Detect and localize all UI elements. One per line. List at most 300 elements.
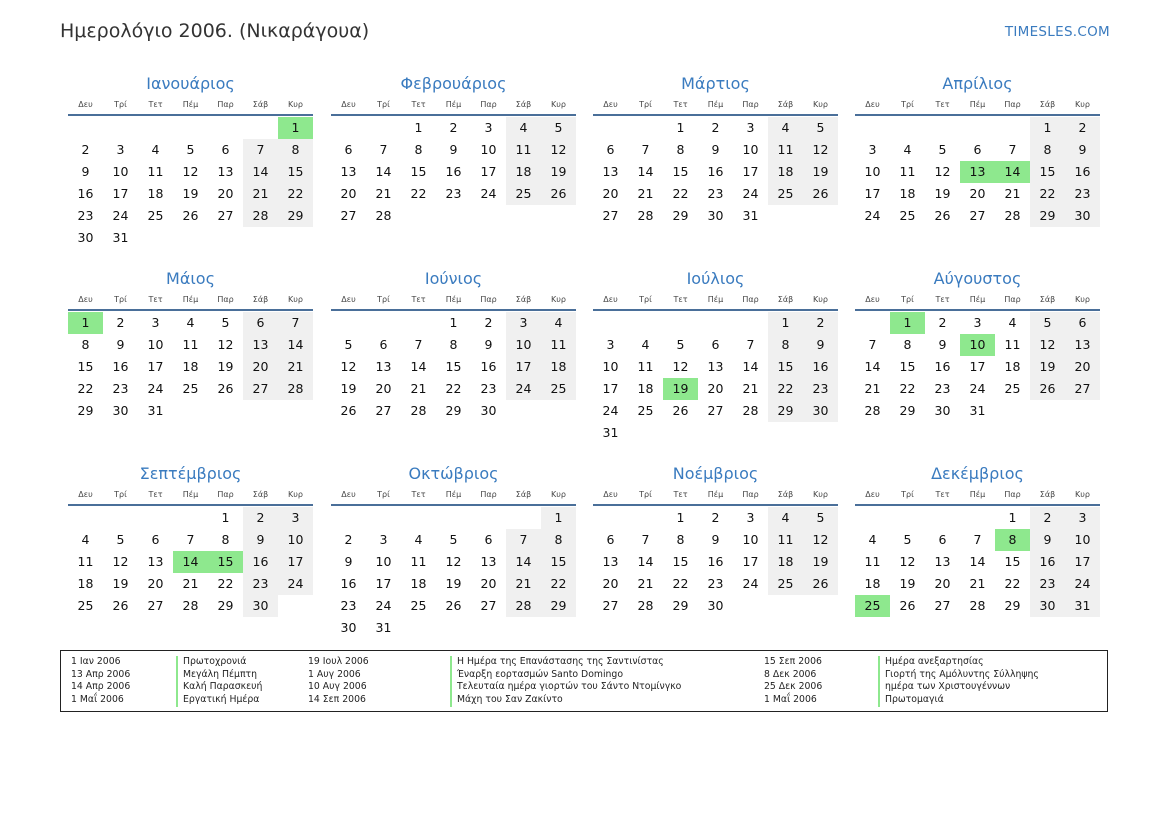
- weekday-label: Σάβ: [515, 295, 532, 304]
- day-cell: 2: [81, 142, 90, 157]
- day-cell: 4: [768, 507, 803, 529]
- day-cell: 14: [742, 359, 759, 374]
- day-cell: 4: [151, 142, 160, 157]
- day-cell: 14: [243, 161, 278, 183]
- day-cell: 18: [506, 161, 541, 183]
- holiday-date: 13 Απρ 2006: [71, 668, 131, 680]
- day-cell: 8: [278, 139, 313, 161]
- day-cell: 20: [480, 576, 497, 591]
- day-cell: 17: [112, 186, 129, 201]
- site-logo[interactable]: TIMESLES.COM: [1004, 24, 1110, 40]
- weekday-label: Πέμ: [707, 100, 724, 109]
- day-cell: 24: [506, 378, 541, 400]
- day-cell: 7: [243, 139, 278, 161]
- weekday-label: Τρί: [377, 100, 390, 109]
- day-cell: 20: [1065, 356, 1100, 378]
- weekday-label: Δευ: [341, 100, 356, 109]
- day-cell: 17: [278, 551, 313, 573]
- empty-cell: [628, 507, 663, 529]
- day-cell: 18: [899, 186, 916, 201]
- day-cell: 18: [77, 576, 94, 591]
- day-cell: 15: [1030, 161, 1065, 183]
- day-cell: 20: [602, 576, 619, 591]
- holiday-date: 10 Αυγ 2006: [308, 681, 367, 693]
- weekday-label: Σάβ: [252, 100, 269, 109]
- day-cell: 27: [707, 403, 724, 418]
- day-cell: 25: [637, 403, 654, 418]
- day-cell: 21: [506, 573, 541, 595]
- month-10: [331, 462, 576, 639]
- day-cell: 30: [707, 598, 724, 613]
- day-cell: 3: [606, 337, 615, 352]
- day-cell: 16: [707, 554, 724, 569]
- day-cell: 21: [410, 381, 427, 396]
- day-cell: 6: [1065, 312, 1100, 334]
- weekday-label: Τετ: [411, 295, 426, 304]
- holiday-name: Καλή Παρασκευή: [176, 681, 262, 694]
- month-name: Ιούνιος: [424, 269, 483, 288]
- day-cell: 18: [541, 356, 576, 378]
- day-cell: 8: [449, 337, 458, 352]
- day-cell: 7: [868, 337, 877, 352]
- day-cell: 19: [182, 186, 199, 201]
- day-cell: 23: [445, 186, 462, 201]
- day-cell: 20: [934, 576, 951, 591]
- day-cell: 7: [1008, 142, 1017, 157]
- day-cell: 4: [186, 315, 195, 330]
- day-cell: 6: [606, 532, 615, 547]
- weekday-label: Τρί: [901, 100, 914, 109]
- weekday-label: Πέμ: [182, 490, 199, 499]
- day-grid: [331, 117, 576, 227]
- day-cell: 18: [410, 576, 427, 591]
- day-cell: 16: [77, 186, 94, 201]
- weekday-label: Πέμ: [969, 490, 986, 499]
- day-cell: 12: [182, 164, 199, 179]
- month-name: Αύγουστος: [933, 269, 1022, 288]
- weekday-label: Δευ: [603, 100, 618, 109]
- day-cell: 26: [1030, 378, 1065, 400]
- day-cell: 20: [707, 381, 724, 396]
- day-cell: 4: [414, 532, 423, 547]
- day-cell: 10: [375, 554, 392, 569]
- day-cell: 16: [1030, 551, 1065, 573]
- weekday-label: Παρ: [1004, 490, 1021, 499]
- day-cell: 29: [672, 208, 689, 223]
- weekday-label: Δευ: [341, 295, 356, 304]
- day-cell: 4: [768, 117, 803, 139]
- weekday-label: Παρ: [480, 295, 497, 304]
- day-cell: 6: [221, 142, 230, 157]
- day-cell: 27: [340, 208, 357, 223]
- day-cell: 14: [375, 164, 392, 179]
- day-grid: [593, 117, 838, 227]
- day-cell: 3: [379, 532, 388, 547]
- day-cell: 21: [864, 381, 881, 396]
- day-cell: 3: [746, 120, 755, 135]
- day-cell: 17: [742, 554, 759, 569]
- weekday-label: Τετ: [411, 100, 426, 109]
- weekday-label: Παρ: [742, 490, 759, 499]
- day-cell: 7: [641, 142, 650, 157]
- weekday-label: Παρ: [1004, 100, 1021, 109]
- weekday-label: Δευ: [78, 295, 93, 304]
- day-cell: 10: [480, 142, 497, 157]
- holiday-date: 1 Μαΐ 2006: [71, 694, 124, 706]
- weekday-label: Σάβ: [777, 490, 794, 499]
- day-cell: 13: [1065, 334, 1100, 356]
- weekday-header: [68, 292, 313, 311]
- day-cell: 12: [541, 139, 576, 161]
- day-cell: 15: [410, 164, 427, 179]
- day-cell: 31: [602, 425, 619, 440]
- day-cell: 2: [116, 315, 125, 330]
- day-cell: 27: [1065, 378, 1100, 400]
- holiday-name: Πρωτοχρονιά: [176, 656, 262, 669]
- day-cell: 19: [1030, 356, 1065, 378]
- holiday-date: 1 Μαΐ 2006: [764, 694, 817, 706]
- day-cell: 20: [969, 186, 986, 201]
- weekday-label: Παρ: [1004, 295, 1021, 304]
- day-cell: 25: [1004, 381, 1021, 396]
- day-cell: 8: [676, 532, 685, 547]
- day-cell: 10: [742, 532, 759, 547]
- day-cell: 24: [1065, 573, 1100, 595]
- empty-cell: [698, 312, 733, 334]
- day-cell: 21: [182, 576, 199, 591]
- day-cell: 13: [480, 554, 497, 569]
- day-cell: 7: [186, 532, 195, 547]
- day-cell: 20: [602, 186, 619, 201]
- day-cell: 21: [637, 576, 654, 591]
- empty-cell: [855, 117, 890, 139]
- day-cell: 5: [449, 532, 458, 547]
- day-cell: 29: [278, 205, 313, 227]
- empty-cell: [208, 117, 243, 139]
- day-cell: 26: [112, 598, 129, 613]
- day-cell: 17: [742, 164, 759, 179]
- day-cell: 2: [243, 507, 278, 529]
- day-cell: 3: [973, 315, 982, 330]
- weekday-label: Τρί: [639, 100, 652, 109]
- empty-cell: [436, 507, 471, 529]
- day-cell: 6: [484, 532, 493, 547]
- day-cell: 24: [602, 403, 619, 418]
- day-cell: 12: [803, 529, 838, 551]
- month-name: Απρίλιος: [942, 74, 1013, 93]
- weekday-label: Κυρ: [813, 295, 828, 304]
- day-cell: 29: [768, 400, 803, 422]
- day-cell: 1: [1030, 117, 1065, 139]
- day-cell: 9: [243, 529, 278, 551]
- holiday-day-cell: 10: [960, 334, 995, 356]
- empty-cell: [628, 117, 663, 139]
- day-cell: 5: [221, 315, 230, 330]
- empty-cell: [855, 507, 890, 529]
- day-cell: 30: [480, 403, 497, 418]
- day-cell: 5: [116, 532, 125, 547]
- empty-cell: [471, 507, 506, 529]
- day-cell: 16: [707, 164, 724, 179]
- empty-cell: [366, 312, 401, 334]
- day-cell: 24: [375, 598, 392, 613]
- holiday-name: Μεγάλη Πέμπτη: [176, 669, 262, 682]
- day-cell: 19: [803, 161, 838, 183]
- day-cell: 9: [344, 554, 353, 569]
- weekday-label: Δευ: [865, 490, 880, 499]
- day-cell: 10: [112, 164, 129, 179]
- day-cell: 19: [340, 381, 357, 396]
- weekday-label: Κυρ: [551, 100, 566, 109]
- day-cell: 19: [217, 359, 234, 374]
- weekday-label: Τετ: [673, 295, 688, 304]
- day-cell: 28: [278, 378, 313, 400]
- holiday-names-col: [176, 656, 262, 707]
- day-cell: 23: [1065, 183, 1100, 205]
- day-cell: 17: [506, 356, 541, 378]
- day-cell: 2: [803, 312, 838, 334]
- day-cell: 31: [147, 403, 164, 418]
- weekday-label: Κυρ: [1075, 490, 1090, 499]
- weekday-label: Κυρ: [288, 295, 303, 304]
- day-cell: 2: [938, 315, 947, 330]
- day-cell: 11: [77, 554, 94, 569]
- weekday-label: Τετ: [673, 100, 688, 109]
- day-cell: 7: [746, 337, 755, 352]
- day-cell: 24: [742, 576, 759, 591]
- holiday-name: Μάχη του Σαν Ζακίντο: [450, 694, 681, 707]
- day-cell: 26: [803, 183, 838, 205]
- day-cell: 23: [243, 573, 278, 595]
- weekday-header: [855, 97, 1100, 116]
- day-cell: 11: [541, 334, 576, 356]
- day-cell: 9: [81, 164, 90, 179]
- day-cell: 11: [637, 359, 654, 374]
- holiday-date: 19 Ιουλ 2006: [308, 656, 369, 667]
- holiday-name: Ημέρα ανεξαρτησίας: [878, 656, 1039, 669]
- holiday-date: 15 Σεπ 2006: [764, 656, 822, 667]
- day-cell: 18: [768, 551, 803, 573]
- holiday-name: Έναρξη εορτασμών Santo Domingo: [450, 669, 681, 682]
- empty-cell: [103, 507, 138, 529]
- day-cell: 25: [899, 208, 916, 223]
- day-cell: 3: [116, 142, 125, 157]
- day-cell: 22: [278, 183, 313, 205]
- weekday-label: Κυρ: [288, 490, 303, 499]
- day-cell: 13: [217, 164, 234, 179]
- empty-cell: [593, 507, 628, 529]
- day-cell: 2: [1030, 507, 1065, 529]
- weekday-label: Σάβ: [252, 490, 269, 499]
- day-cell: 7: [973, 532, 982, 547]
- day-cell: 22: [1030, 183, 1065, 205]
- day-cell: 23: [707, 576, 724, 591]
- day-cell: 26: [934, 208, 951, 223]
- holiday-dates-col: [308, 656, 369, 707]
- weekday-label: Δευ: [603, 295, 618, 304]
- weekday-header: [855, 487, 1100, 506]
- day-cell: 28: [410, 403, 427, 418]
- weekday-header: [855, 292, 1100, 311]
- empty-cell: [331, 117, 366, 139]
- day-cell: 17: [480, 164, 497, 179]
- empty-cell: [331, 507, 366, 529]
- weekday-header: [593, 487, 838, 506]
- day-cell: 30: [1030, 595, 1065, 617]
- day-cell: 11: [899, 164, 916, 179]
- day-cell: 30: [707, 208, 724, 223]
- day-cell: 2: [344, 532, 353, 547]
- day-cell: 16: [340, 576, 357, 591]
- weekday-label: Πέμ: [969, 295, 986, 304]
- day-cell: 23: [340, 598, 357, 613]
- day-cell: 11: [182, 337, 199, 352]
- day-cell: 11: [864, 554, 881, 569]
- weekday-label: Τετ: [148, 490, 163, 499]
- month-1: [68, 72, 313, 249]
- day-cell: 13: [243, 334, 278, 356]
- weekday-label: Δευ: [341, 490, 356, 499]
- weekday-label: Σάβ: [777, 295, 794, 304]
- day-cell: 24: [278, 573, 313, 595]
- day-cell: 19: [803, 551, 838, 573]
- day-grid: [68, 312, 313, 422]
- empty-cell: [138, 507, 173, 529]
- day-cell: 13: [602, 554, 619, 569]
- day-cell: 8: [414, 142, 423, 157]
- month-4: [855, 72, 1100, 227]
- day-cell: 9: [1065, 139, 1100, 161]
- day-cell: 30: [340, 620, 357, 635]
- day-cell: 2: [711, 120, 720, 135]
- day-cell: 12: [340, 359, 357, 374]
- empty-cell: [366, 507, 401, 529]
- day-cell: 19: [934, 186, 951, 201]
- day-cell: 5: [541, 117, 576, 139]
- day-cell: 25: [147, 208, 164, 223]
- day-grid: [68, 507, 313, 617]
- day-cell: 6: [243, 312, 278, 334]
- day-cell: 29: [445, 403, 462, 418]
- day-cell: 24: [147, 381, 164, 396]
- day-cell: 14: [637, 164, 654, 179]
- weekday-label: Δευ: [603, 490, 618, 499]
- day-cell: 19: [541, 161, 576, 183]
- month-2: [331, 72, 576, 227]
- weekday-label: Πέμ: [969, 100, 986, 109]
- empty-cell: [68, 507, 103, 529]
- day-cell: 22: [672, 186, 689, 201]
- day-cell: 31: [1065, 595, 1100, 617]
- day-cell: 19: [899, 576, 916, 591]
- day-cell: 7: [506, 529, 541, 551]
- day-cell: 4: [541, 312, 576, 334]
- day-cell: 2: [1065, 117, 1100, 139]
- empty-cell: [593, 312, 628, 334]
- day-cell: 28: [182, 598, 199, 613]
- day-cell: 21: [742, 381, 759, 396]
- holiday-names-col: [878, 656, 1039, 707]
- weekday-label: Τρί: [114, 295, 127, 304]
- day-cell: 27: [480, 598, 497, 613]
- day-cell: 27: [934, 598, 951, 613]
- day-cell: 12: [445, 554, 462, 569]
- weekday-label: Σάβ: [777, 100, 794, 109]
- day-cell: 1: [676, 510, 685, 525]
- empty-cell: [960, 117, 995, 139]
- day-cell: 26: [340, 403, 357, 418]
- day-cell: 10: [278, 529, 313, 551]
- day-cell: 17: [864, 186, 881, 201]
- day-cell: 1: [768, 312, 803, 334]
- day-cell: 22: [899, 381, 916, 396]
- day-cell: 28: [1004, 208, 1021, 223]
- day-cell: 27: [243, 378, 278, 400]
- day-cell: 3: [868, 142, 877, 157]
- day-cell: 17: [1065, 551, 1100, 573]
- day-cell: 15: [541, 551, 576, 573]
- day-cell: 28: [375, 208, 392, 223]
- day-grid: [68, 117, 313, 249]
- day-cell: 15: [1004, 554, 1021, 569]
- day-cell: 4: [903, 142, 912, 157]
- weekday-label: Τρί: [114, 100, 127, 109]
- weekday-label: Παρ: [217, 295, 234, 304]
- empty-cell: [243, 117, 278, 139]
- day-cell: 14: [969, 554, 986, 569]
- day-cell: 14: [506, 551, 541, 573]
- day-cell: 3: [1065, 507, 1100, 529]
- day-cell: 8: [903, 337, 912, 352]
- day-grid: [331, 312, 576, 422]
- weekday-label: Κυρ: [1075, 100, 1090, 109]
- day-grid: [593, 312, 838, 444]
- month-name: Μάιος: [166, 269, 215, 288]
- day-cell: 1: [221, 510, 230, 525]
- day-cell: 13: [375, 359, 392, 374]
- day-cell: 17: [147, 359, 164, 374]
- day-cell: 22: [768, 378, 803, 400]
- day-cell: 14: [637, 554, 654, 569]
- day-cell: 6: [973, 142, 982, 157]
- weekday-label: Πέμ: [445, 100, 462, 109]
- day-cell: 20: [147, 576, 164, 591]
- day-cell: 28: [506, 595, 541, 617]
- day-cell: 21: [637, 186, 654, 201]
- day-cell: 12: [934, 164, 951, 179]
- empty-cell: [733, 312, 768, 334]
- day-cell: 20: [375, 381, 392, 396]
- weekday-label: Κυρ: [1075, 295, 1090, 304]
- weekday-header: [68, 97, 313, 116]
- day-cell: 13: [707, 359, 724, 374]
- day-cell: 4: [868, 532, 877, 547]
- day-cell: 10: [742, 142, 759, 157]
- day-cell: 26: [672, 403, 689, 418]
- day-cell: 31: [112, 230, 129, 245]
- day-cell: 7: [278, 312, 313, 334]
- day-cell: 9: [449, 142, 458, 157]
- day-cell: 5: [903, 532, 912, 547]
- day-cell: 13: [340, 164, 357, 179]
- day-cell: 18: [768, 161, 803, 183]
- day-cell: 19: [112, 576, 129, 591]
- weekday-label: Παρ: [480, 490, 497, 499]
- day-cell: 3: [151, 315, 160, 330]
- day-cell: 15: [768, 356, 803, 378]
- day-cell: 30: [934, 403, 951, 418]
- day-cell: 13: [147, 554, 164, 569]
